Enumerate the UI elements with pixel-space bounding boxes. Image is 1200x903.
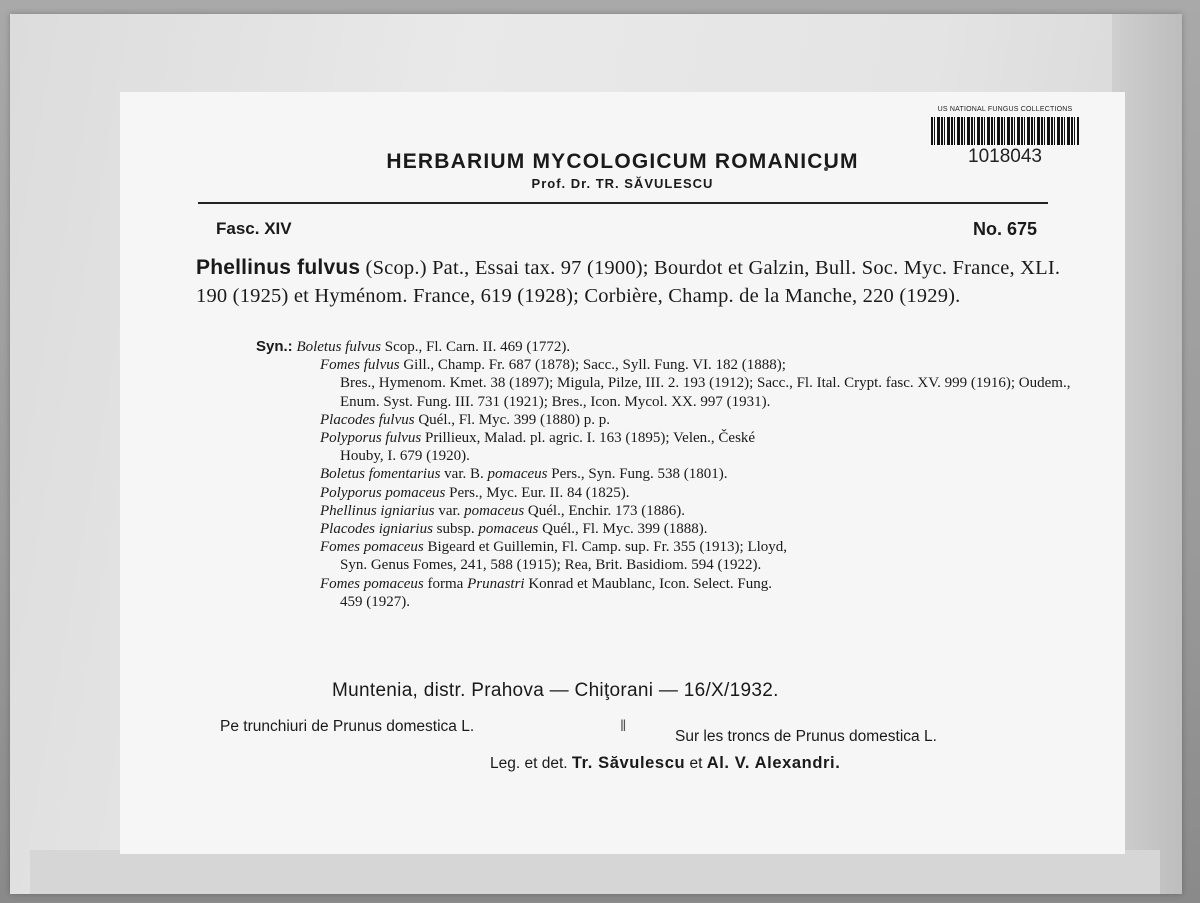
species-name: Phellinus fulvus: [196, 256, 361, 279]
synonym-name: Fomes pomaceus: [320, 539, 424, 556]
synonym-reference: Quél., Fl. Myc. 399 (1880) p. p.: [414, 411, 610, 428]
synonym-name: Placodes fulvus: [320, 411, 415, 428]
synonym-continuation: Syn. Genus Fomes, 241, 588 (1915); Rea, Brit. Basidiom. 594 (1922).: [340, 557, 762, 574]
synonym-reference: Prillieux, Malad. pl. agric. I. 163 (1895); Velen., České: [421, 430, 756, 447]
synonym-continuation: Houby, I. 679 (1920).: [340, 448, 470, 465]
barcode-caption: US NATIONAL FUNGUS COLLECTIONS: [937, 106, 1073, 113]
herbarium-title: HERBARIUM MYCOLOGICUM ROMANICUM: [386, 150, 859, 173]
synonym-epithet: pomaceus: [487, 466, 548, 483]
synonym-name: Fomes pomaceus: [320, 575, 424, 592]
synonym-entry: [256, 465, 1076, 483]
synonym-continuation: Bres., Hymenom. Kmet. 38 (1897); Migula, Pilze, III. 2. 193 (1912); Sacc., Fl. Ital. Crypt. fasc. XV. 999 (1916); Oudem., Enum. Syst. Fung. III. 731 (1921); Bres., Icon. Mycol. XX. 997 (1931).: [340, 375, 1071, 410]
synonym-name: Fomes fulvus: [320, 357, 400, 374]
synonyms-label: Syn.:: [256, 338, 293, 355]
synonym-reference: var.: [434, 502, 465, 519]
synonym-entry: [256, 356, 1076, 374]
specimen-number: No. 675: [972, 219, 1037, 239]
synonym-name: Boletus fulvus: [296, 339, 382, 355]
citation-text: (Scop.) Pat., Essai tax. 97 (1900); Bourdot et Galzin, Bull. Soc. Myc. France, XLI. 190 (1925) et Hyménom. France, 619 (1928); Corbière, Champ. de la Manche, 220 (1929).: [196, 257, 1061, 307]
barcode-number: 1018043: [968, 146, 1042, 167]
collector-name: Tr. Săvulescu: [571, 754, 686, 772]
synonym-reference: Pers., Myc. Eur. II. 84 (1825).: [445, 484, 630, 501]
synonym-epithet: pomaceus: [478, 521, 539, 538]
synonym-epithet: pomaceus: [464, 502, 525, 519]
synonym-entry: [256, 429, 1076, 447]
synonym-reference: Quél., Enchir. 173 (1886).: [524, 502, 685, 519]
synonym-name: Polyporus pomaceus: [320, 484, 446, 501]
synonym-reference: Pers., Syn. Fung. 538 (1801).: [547, 466, 728, 483]
synonym-entry: [256, 538, 1076, 556]
synonym-entry: [256, 575, 1076, 593]
synonym-epithet: Prunastri: [467, 575, 525, 592]
collector-line: [490, 754, 840, 773]
species-citation: [196, 254, 1066, 310]
substrate-french: Sur les troncs de Prunus domestica L.: [675, 728, 937, 745]
synonym-entry: [256, 484, 1076, 502]
synonym-reference: var. B.: [440, 466, 488, 483]
header-rule: [198, 202, 1048, 204]
synonym-reference: Quél., Fl. Myc. 399 (1888).: [538, 521, 708, 538]
collection-locality: Muntenia, distr. Prahova — Chiţorani — 16/X/1932.: [332, 680, 779, 701]
barcode-graphic: [931, 117, 1079, 145]
synonym-entry: [256, 502, 1076, 520]
synonym-reference: Bigeard et Guillemin, Fl. Camp. sup. Fr. 355 (1913); Lloyd,: [423, 539, 788, 556]
collector-name-2: Al. V. Alexandri.: [706, 754, 841, 772]
synonyms-block: [256, 338, 1076, 611]
synonym-name: Placodes igniarius: [320, 521, 433, 538]
synonym-name: Polyporus fulvus: [320, 430, 422, 447]
synonym-name: Boletus fomentarius: [320, 466, 441, 483]
barcode-block: [925, 106, 1085, 176]
packet-bottom-edge: [30, 850, 1160, 894]
herbarium-subtitle: Prof. Dr. TR. SĂVULESCU: [531, 176, 714, 191]
fascicle-label: Fasc. XIV: [216, 219, 292, 238]
specimen-label: [120, 92, 1125, 854]
collector-prefix: Leg. et det.: [490, 755, 572, 772]
substrate-romanian: Pe trunchiuri de Prunus domestica L.: [220, 718, 475, 735]
synonym-continuation: 459 (1927).: [340, 593, 410, 610]
synonym-entry: [256, 520, 1076, 538]
synonym-reference: Scop., Fl. Carn. II. 469 (1772).: [381, 339, 571, 355]
synonym-reference: Gill., Champ. Fr. 687 (1878); Sacc., Syll. Fung. VI. 182 (1888);: [399, 357, 786, 374]
synonym-reference: Konrad et Maublanc, Icon. Select. Fung.: [524, 575, 773, 592]
synonym-entry: [256, 411, 1076, 429]
synonym-reference: subsp.: [432, 521, 479, 538]
collector-joiner: et: [685, 755, 707, 772]
synonym-reference: forma: [423, 575, 468, 592]
synonym-name: Phellinus igniarius: [320, 502, 435, 519]
substrate-separator: ‖: [620, 718, 627, 735]
synonym-entry: [256, 338, 1076, 356]
